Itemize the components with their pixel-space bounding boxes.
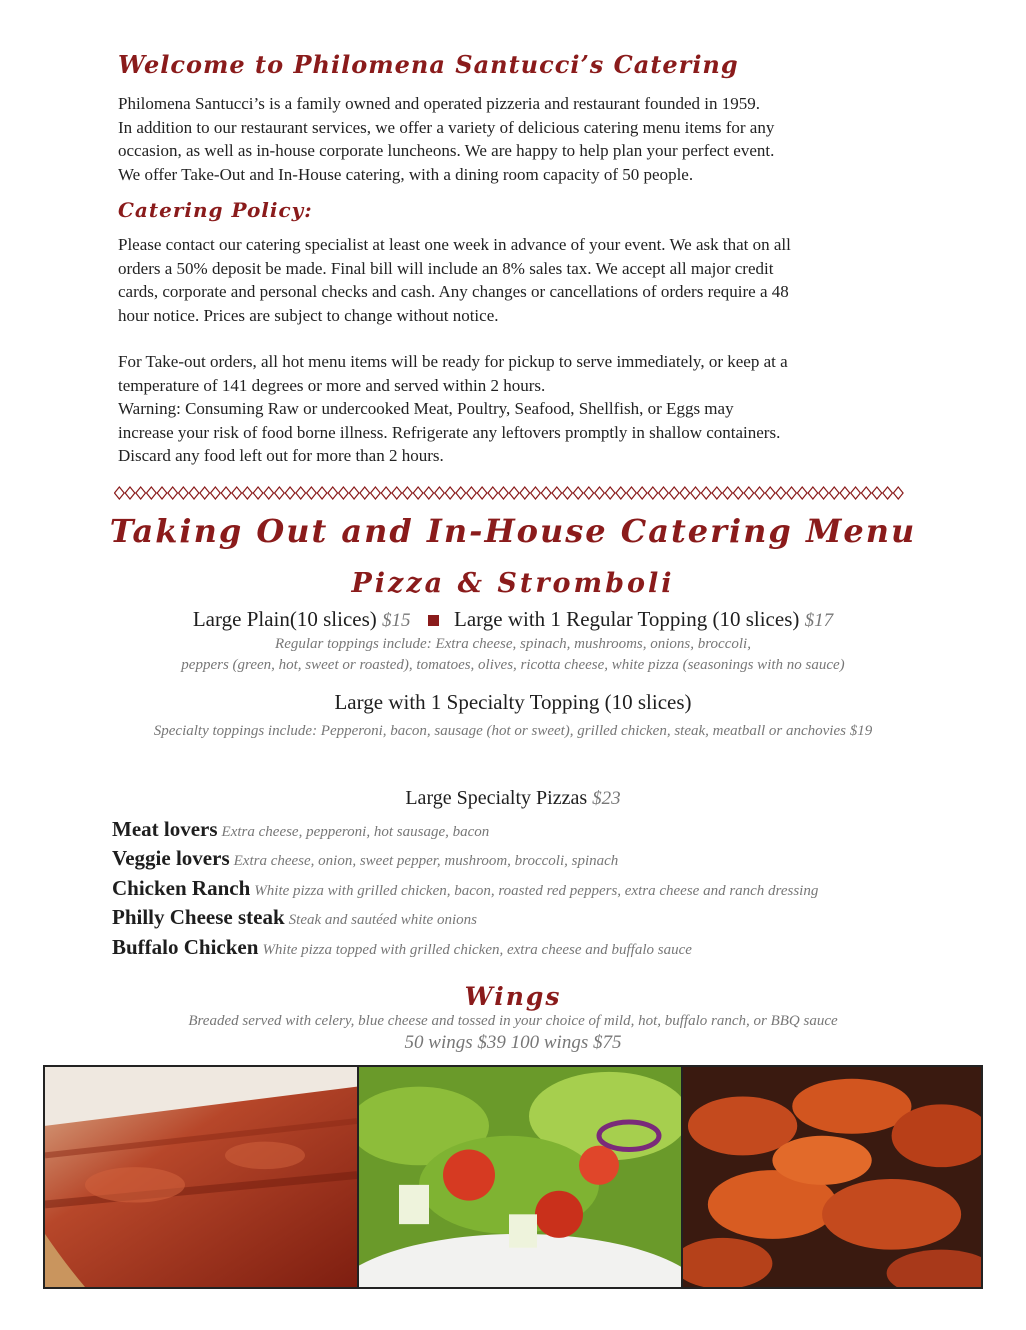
policy-paragraph — [118, 233, 918, 327]
divider-diamond — [787, 487, 797, 499]
list-item — [112, 844, 818, 873]
divider-diamond — [307, 487, 317, 499]
divider-diamond — [701, 487, 711, 499]
pizza-photo — [45, 1067, 357, 1287]
divider-diamond — [531, 487, 541, 499]
divider-diamond — [381, 487, 391, 499]
takeout-line: increase your risk of food borne illness. Refrigerate any leftovers promptly in shallow containers. — [118, 422, 781, 442]
pizza-description: Extra cheese, onion, sweet pepper, mushroom, broccoli, spinach — [233, 853, 619, 870]
divider-diamond — [125, 487, 135, 499]
pizza-section-title: Pizza & Stromboli — [351, 568, 675, 599]
specialty-toppings-note: Specialty toppings include: Pepperoni, bacon, sausage (hot or sweet), grilled chicken, steak, meatball or anchovies $19 — [153, 723, 873, 739]
pizza-description: White pizza topped with grilled chicken, extra cheese and buffalo sauce — [262, 941, 692, 958]
divider-diamond — [861, 487, 871, 499]
list-item — [112, 815, 818, 844]
divider-diamond — [317, 487, 327, 499]
pizza-name: Chicken Ranch — [112, 875, 251, 900]
policy-line: cards, corporate and personal checks and cash. Any changes or cancellations of orders require a 48 — [118, 282, 789, 302]
divider-diamond — [360, 487, 370, 499]
divider-diamond — [776, 487, 786, 499]
divider-diamond — [616, 487, 626, 499]
specialty-pizza-list — [112, 815, 818, 962]
divider-diamond — [136, 487, 146, 499]
divider-diamond — [179, 487, 189, 499]
welcome-line: Philomena Santucci’s is a family owned and operated pizzeria and restaurant founded in 1959. — [118, 94, 761, 113]
divider-diamond — [744, 487, 754, 499]
divider-diamond — [211, 487, 221, 499]
large-specialty-heading — [0, 787, 1026, 810]
wings-photo — [683, 1067, 981, 1287]
divider-diamond — [541, 487, 551, 499]
divider-diamond — [520, 487, 530, 499]
wings-section-title: Wings — [464, 982, 562, 1011]
divider-diamond — [552, 487, 562, 499]
regular-toppings-note-2: peppers (green, hot, sweet or roasted), tomatoes, olives, ricotta cheese, white pizza (seasonings with no sauce) — [181, 657, 845, 673]
divider-diamond — [563, 487, 573, 499]
divider-diamond — [232, 487, 242, 499]
policy-line: hour notice. Prices are subject to change without notice. — [118, 305, 499, 325]
welcome-paragraph — [118, 92, 918, 186]
regular-pizza-name: Large with 1 Regular Topping (10 slices) — [454, 607, 800, 631]
divider-diamond — [221, 487, 231, 499]
menu-title: Taking Out and In-House Catering Menu — [109, 512, 917, 550]
divider-diamond — [595, 487, 605, 499]
divider-diamond — [349, 487, 359, 499]
divider-diamond — [189, 487, 199, 499]
takeout-line: Discard any food left out for more than 2 hours. — [118, 446, 444, 466]
divider-diamond — [840, 487, 850, 499]
divider-diamond — [605, 487, 615, 499]
plain-and-regular-line — [0, 607, 1026, 632]
divider-diamond — [477, 487, 487, 499]
divider-diamond — [883, 487, 893, 499]
policy-heading: Catering Policy: — [118, 198, 313, 222]
divider-diamond — [296, 487, 306, 499]
pizza-name: Buffalo Chicken — [112, 934, 259, 959]
divider-diamond — [456, 487, 466, 499]
pizza-description: Steak and sautéed white onions — [288, 912, 477, 929]
takeout-line: Warning: Consuming Raw or undercooked Meat, Poultry, Seafood, Shellfish, or Eggs may — [118, 399, 734, 419]
divider-diamond — [275, 487, 285, 499]
pizza-name: Meat lovers — [112, 817, 218, 841]
divider-diamond — [893, 487, 903, 499]
divider-diamond — [733, 487, 743, 499]
divider-diamond — [499, 487, 509, 499]
divider-diamond — [157, 487, 167, 499]
divider-diamond — [680, 487, 690, 499]
divider-diamond — [371, 487, 381, 499]
divider-diamond — [200, 487, 210, 499]
list-item — [112, 933, 818, 962]
divider-diamond — [712, 487, 722, 499]
divider-diamond — [829, 487, 839, 499]
divider-diamond — [637, 487, 647, 499]
divider-diamond — [659, 487, 669, 499]
divider-diamond — [328, 487, 338, 499]
takeout-paragraph — [118, 350, 918, 468]
divider-diamond — [723, 487, 733, 499]
wings-prices: 50 wings $39 100 wings $75 — [404, 1032, 622, 1053]
welcome-line: We offer Take-Out and In-House catering, with a dining room capacity of 50 people. — [118, 164, 694, 184]
policy-line: orders a 50% deposit be made. Final bill will include an 8% sales tax. We accept all major credit — [118, 258, 774, 278]
divider-diamond — [648, 487, 658, 499]
divider-diamond — [467, 487, 477, 499]
divider-diamond — [413, 487, 423, 499]
divider-diamond — [168, 487, 178, 499]
divider-diamond — [424, 487, 434, 499]
takeout-line: temperature of 141 degrees or more and served within 2 hours. — [118, 375, 546, 395]
divider-diamond — [573, 487, 583, 499]
list-item — [112, 874, 818, 903]
divider-diamond — [243, 487, 253, 499]
divider-diamond — [253, 487, 263, 499]
divider-diamond — [509, 487, 519, 499]
list-item — [112, 903, 818, 932]
divider-diamond — [851, 487, 861, 499]
divider-diamond — [627, 487, 637, 499]
divider-diamond — [755, 487, 765, 499]
pizza-name: Veggie lovers — [112, 846, 230, 871]
food-photo-strip — [43, 1065, 983, 1289]
divider-diamond — [488, 487, 498, 499]
wings-note: Breaded served with celery, blue cheese and tossed in your choice of mild, hot, buffalo ranch, or BBQ sauce — [188, 1013, 838, 1029]
salad-photo — [357, 1067, 683, 1287]
divider-diamond — [339, 487, 349, 499]
welcome-heading: Welcome to Philomena Santucci’s Catering — [118, 50, 739, 79]
divider-diamond — [264, 487, 274, 499]
plain-pizza-name: Large Plain(10 slices) — [192, 607, 377, 631]
policy-line: Please contact our catering specialist at least one week in advance of your event. We ask that on all — [118, 235, 791, 254]
divider-diamond — [285, 487, 295, 499]
divider-diamond — [584, 487, 594, 499]
divider-diamond — [392, 487, 402, 499]
welcome-line: In addition to our restaurant services, we offer a variety of delicious catering menu items for any — [118, 117, 775, 137]
diamond-divider — [114, 486, 914, 500]
divider-diamond — [872, 487, 882, 499]
divider-diamond — [115, 487, 125, 499]
large-specialty-name: Large Specialty Pizzas — [405, 787, 588, 809]
divider-diamond — [691, 487, 701, 499]
takeout-line: For Take-out orders, all hot menu items will be ready for pickup to serve immediately, or keep at a — [118, 352, 788, 371]
divider-diamond — [147, 487, 157, 499]
pizza-description: Extra cheese, pepperoni, hot sausage, bacon — [221, 824, 490, 840]
pizza-name: Philly Cheese steak — [112, 905, 285, 930]
welcome-line: occasion, as well as in-house corporate luncheons. We are happy to help plan your perfect event. — [118, 141, 775, 161]
divider-diamond — [765, 487, 775, 499]
square-bullet-icon — [428, 615, 439, 626]
divider-diamond — [445, 487, 455, 499]
divider-diamond — [808, 487, 818, 499]
divider-diamond — [797, 487, 807, 499]
divider-diamond — [435, 487, 445, 499]
specialty-topping-name: Large with 1 Specialty Topping (10 slices) — [334, 690, 692, 714]
divider-diamond — [403, 487, 413, 499]
divider-diamond — [669, 487, 679, 499]
large-specialty-price: $23 — [592, 788, 621, 809]
regular-pizza-price: $17 — [804, 610, 834, 631]
divider-diamond — [819, 487, 829, 499]
regular-toppings-note: Regular toppings include: Extra cheese, spinach, mushrooms, onions, broccoli, — [275, 636, 751, 652]
plain-pizza-price: $15 — [382, 610, 411, 631]
pizza-description: White pizza with grilled chicken, bacon, roasted red peppers, extra cheese and ranch dressing — [254, 882, 819, 899]
